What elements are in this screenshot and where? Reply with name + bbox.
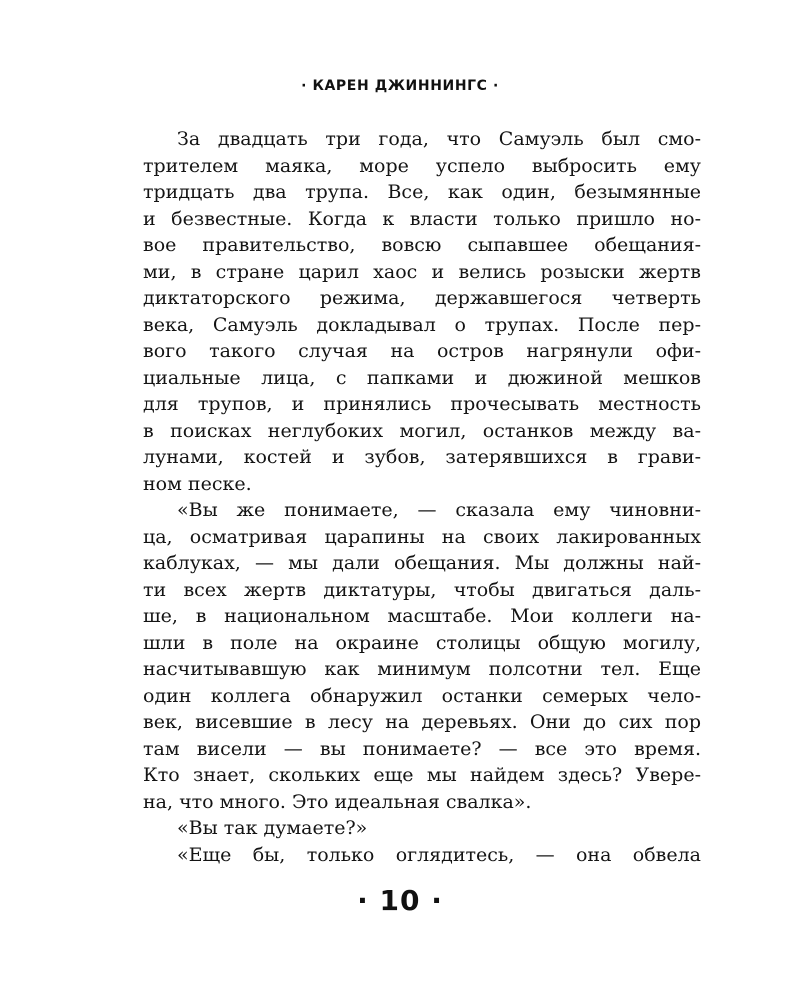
text-line: на, что много. Это идеальная свалка».: [143, 790, 532, 813]
text-line: «Вы же понимаете, — сказала ему чиновни-: [177, 499, 701, 521]
text-line: ном песке.: [143, 472, 252, 495]
text-line: ца, осматривая царапины на своих лакированных: [143, 525, 701, 548]
text-line: каблуках, — мы дали обещания. Мы должны най-: [143, 552, 701, 574]
text-line: лунами, костей и зубов, затерявшихся в грави-: [143, 446, 701, 468]
text-line: ти всех жертв диктатуры, чтобы двигаться даль-: [143, 578, 701, 601]
page-number: · 10 ·: [357, 884, 443, 917]
text-line: и безвестные. Когда к власти только пришло но-: [143, 207, 701, 230]
body-text: [143, 126, 701, 868]
text-line: диктаторского режима, державшегося четверть: [143, 287, 701, 309]
text-line: ше, в национальном масштабе. Мои коллеги на-: [143, 605, 701, 627]
text-line: трителем маяка, море успело выбросить ему: [143, 154, 701, 177]
text-line: века, Самуэль докладывал о трупах. После пер-: [143, 313, 701, 336]
text-line: век, висевшие в лесу на деревьях. Они до сих пор: [143, 711, 701, 733]
text-line: вого такого случая на остров нагрянули офи-: [143, 340, 701, 362]
text-line: тридцать два трупа. Все, как один, безымянные: [143, 181, 701, 203]
text-line: Кто знает, скольких еще мы найдем здесь? Увере-: [143, 764, 701, 786]
text-line: в поисках неглубоких могил, останков между ва-: [143, 419, 701, 442]
running-head: · КАРЕН ДЖИННИНГС ·: [301, 78, 499, 94]
text-line: «Еще бы, только оглядитесь, — она обвела: [177, 843, 701, 866]
text-line: для трупов, и принялись прочесывать местность: [143, 393, 701, 415]
text-line: один коллега обнаружил останки семерых чело-: [143, 684, 701, 707]
text-line: За двадцать три года, что Самуэль был смо-: [177, 128, 701, 150]
text-line: циальные лица, с папками и дюжиной мешков: [143, 366, 701, 389]
text-line: шли в поле на окраине столицы общую могилу,: [143, 631, 701, 654]
text-line: там висели — вы понимаете? — все это время.: [143, 737, 701, 760]
text-line: ми, в стране царил хаос и велись розыски жертв: [143, 260, 701, 283]
text-line: «Вы так думаете?»: [177, 817, 368, 839]
text-line: вое правительство, вовсю сыпавшее обещания-: [143, 234, 701, 256]
text-line: насчитывавшую как минимум полсотни тел. Еще: [143, 658, 701, 680]
